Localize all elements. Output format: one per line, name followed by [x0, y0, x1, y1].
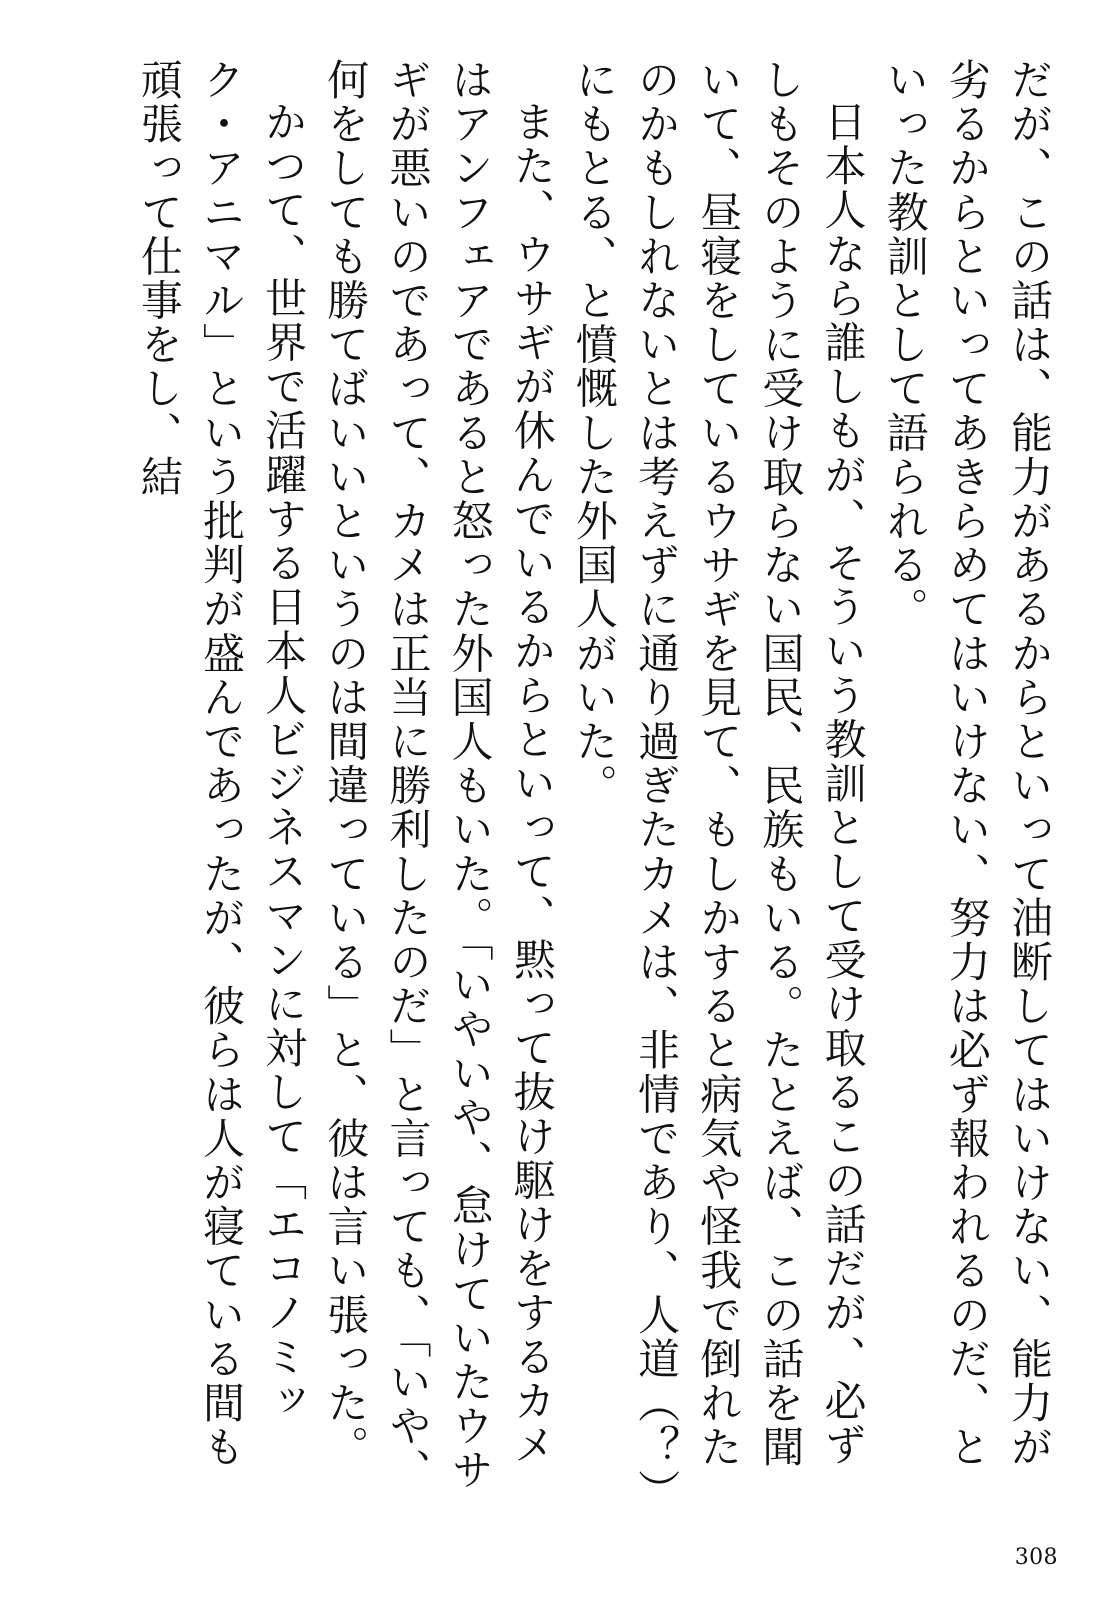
paragraph-4: かつて、世界で活躍する日本人ビジネスマンに対して「エコノミック・アニマル」という批判が盛んであったが、彼らは人が寝ている間も頑張って仕事をし、結 — [134, 58, 309, 1470]
paragraph-3: また、ウサギが休んでいるからといって、黙って抜け駆けをするカメはアンフェアであると怒った外国人もいた。「いやいや、怠けていたウサギが悪いのであって、カメは正当に勝利したのだ」と言っても、「いや、何をしても勝てばいいというのは間違っている」と、彼は言い張った。 — [321, 58, 557, 1493]
paragraph-1: だが、この話は、能力があるからといって油断してはいけない、能力が劣るからといってあきらめてはいけない、努力は必ず報われるのだ、といった教訓として語られる。 — [880, 58, 1054, 1470]
vertical-text-block — [60, 58, 1060, 1498]
paragraph-2: 日本人なら誰しもが、そういう教訓として受け取るこの話だが、必ずしもそのように受け取らない国民、民族もいる。たとえば、この話を聞いて、昼寝をしているウサギを見て、もしかすると病気や怪我で倒れたのかもしれないとは考えずに通り過ぎたカメは、非情であり、人道（？）にもとる、と憤慨した外国人がいた。 — [569, 58, 868, 1493]
page-number: 308 — [1014, 1545, 1058, 1570]
